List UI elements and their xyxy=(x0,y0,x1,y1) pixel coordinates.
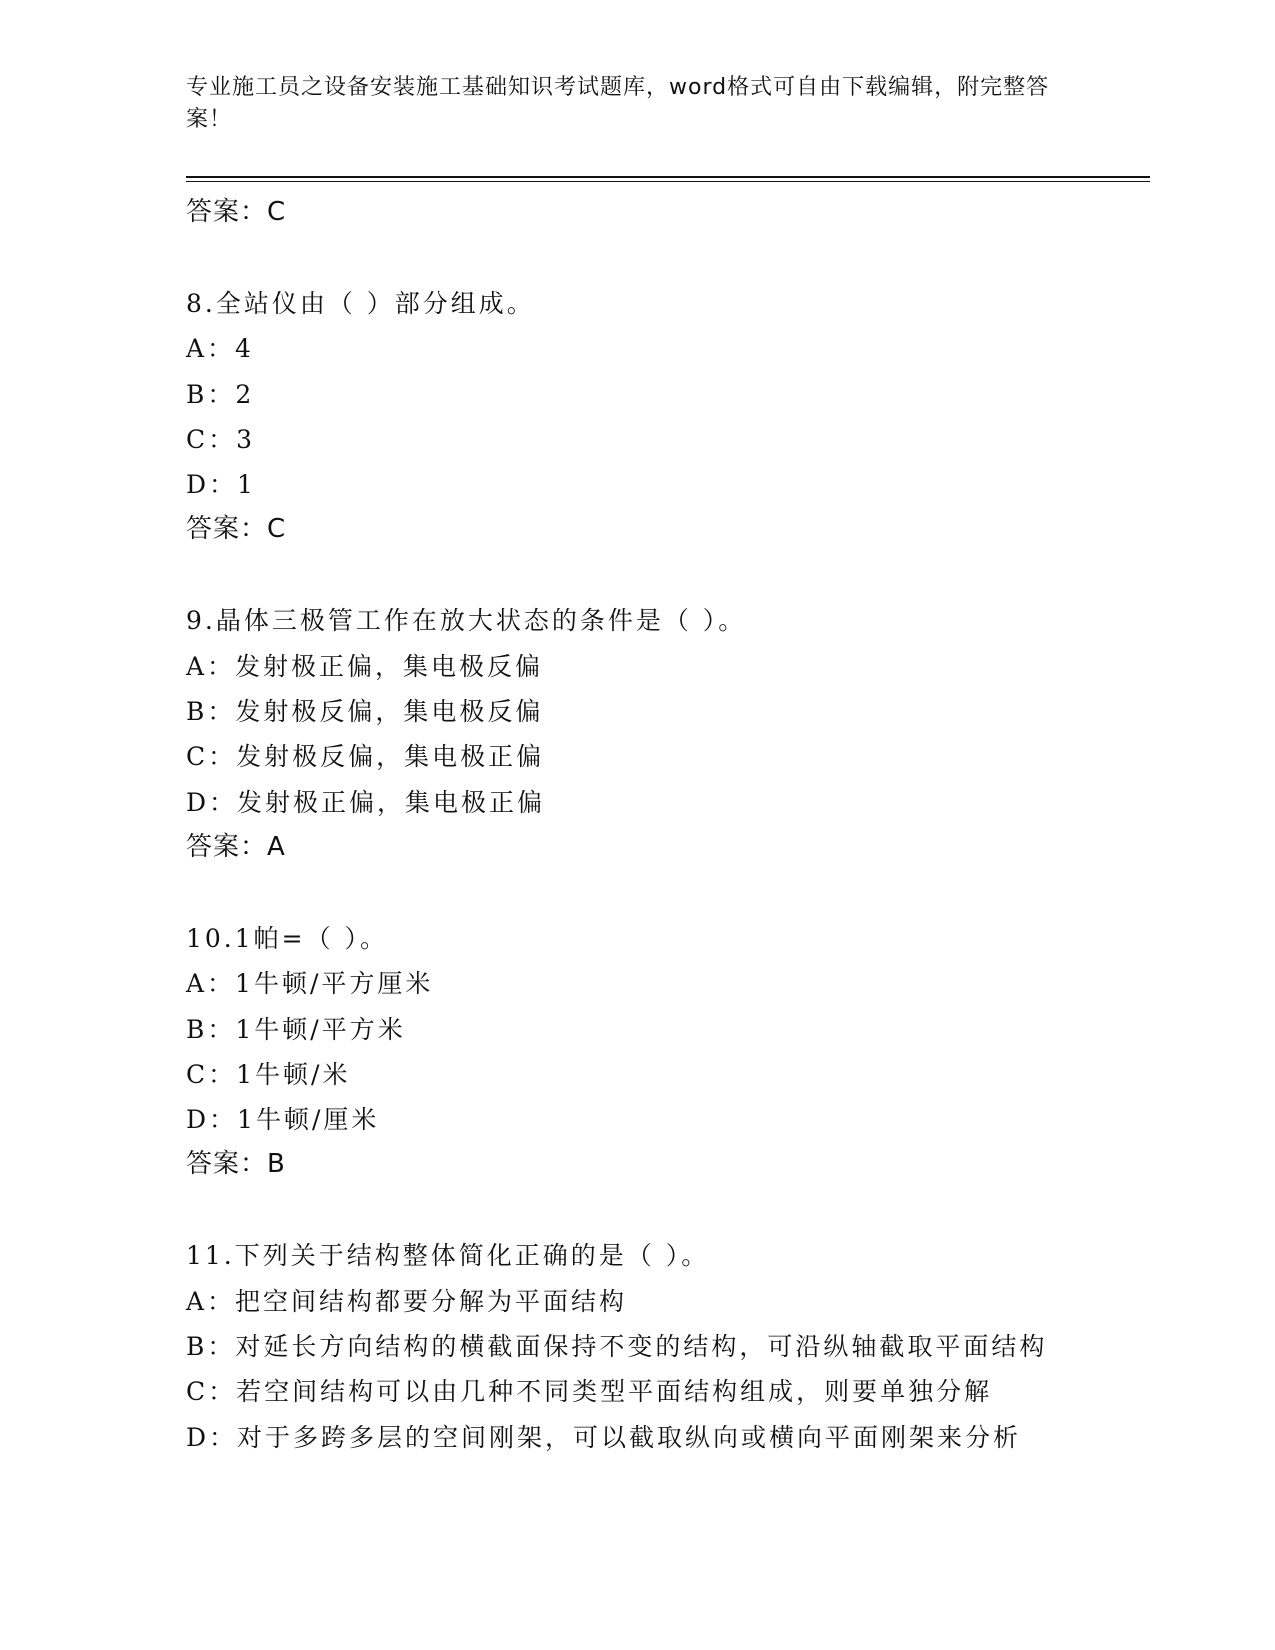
spacer xyxy=(186,869,1150,916)
option-b: B：对延长方向结构的横截面保持不变的结构，可沿纵轴截取平面结构 xyxy=(186,1332,1048,1362)
question-stem: 11.下列关于结构整体简化正确的是（ ）。 xyxy=(186,1241,710,1271)
question-stem: 9.晶体三极管工作在放大状态的条件是（ ）。 xyxy=(186,606,747,636)
option-c: C：发射极反偏，集电极正偏 xyxy=(186,742,545,772)
option-d: D：1牛顿/厘米 xyxy=(186,1105,380,1135)
question-stem: 10.1帕=（ ）。 xyxy=(186,923,389,953)
option-b: B：发射极反偏，集电极反偏 xyxy=(186,697,544,727)
option-d: D：1 xyxy=(186,470,256,500)
question-stem: 8.全站仪由（ ）部分组成。 xyxy=(186,289,535,318)
header-rule xyxy=(186,176,1150,178)
option-c: C：1牛顿/米 xyxy=(186,1059,351,1089)
question-list xyxy=(186,190,1150,1460)
answer-line: 答案：A xyxy=(186,831,286,862)
option-d: D：对于多跨多层的空间刚架，可以截取纵向或横向平面刚架来分析 xyxy=(186,1422,1022,1452)
option-a: A：把空间结构都要分解为平面结构 xyxy=(186,1286,628,1316)
option-a: A：发射极正偏，集电极反偏 xyxy=(186,651,544,681)
spacer xyxy=(186,234,1150,281)
spacer xyxy=(186,551,1150,598)
option-c: C：若空间结构可以由几种不同类型平面结构组成，则要单独分解 xyxy=(186,1377,993,1407)
option-b: B：2 xyxy=(186,379,255,409)
option-c: C：3 xyxy=(186,424,256,454)
page-header: 专业施工员之设备安装施工基础知识考试题库，word格式可自由下载编辑，附完整答案！ xyxy=(186,75,1050,132)
answer-line: 答案：C xyxy=(186,514,287,545)
option-d: D：发射极正偏，集电极正偏 xyxy=(186,787,546,817)
header-rule-secondary xyxy=(186,181,1150,182)
option-a: A：1牛顿/平方厘米 xyxy=(186,969,434,999)
answer-line: 答案：C xyxy=(186,197,287,227)
spacer xyxy=(186,1186,1150,1233)
option-a: A：4 xyxy=(186,334,254,364)
answer-line: 答案：B xyxy=(186,1149,286,1180)
option-b: B：1牛顿/平方米 xyxy=(186,1014,406,1044)
